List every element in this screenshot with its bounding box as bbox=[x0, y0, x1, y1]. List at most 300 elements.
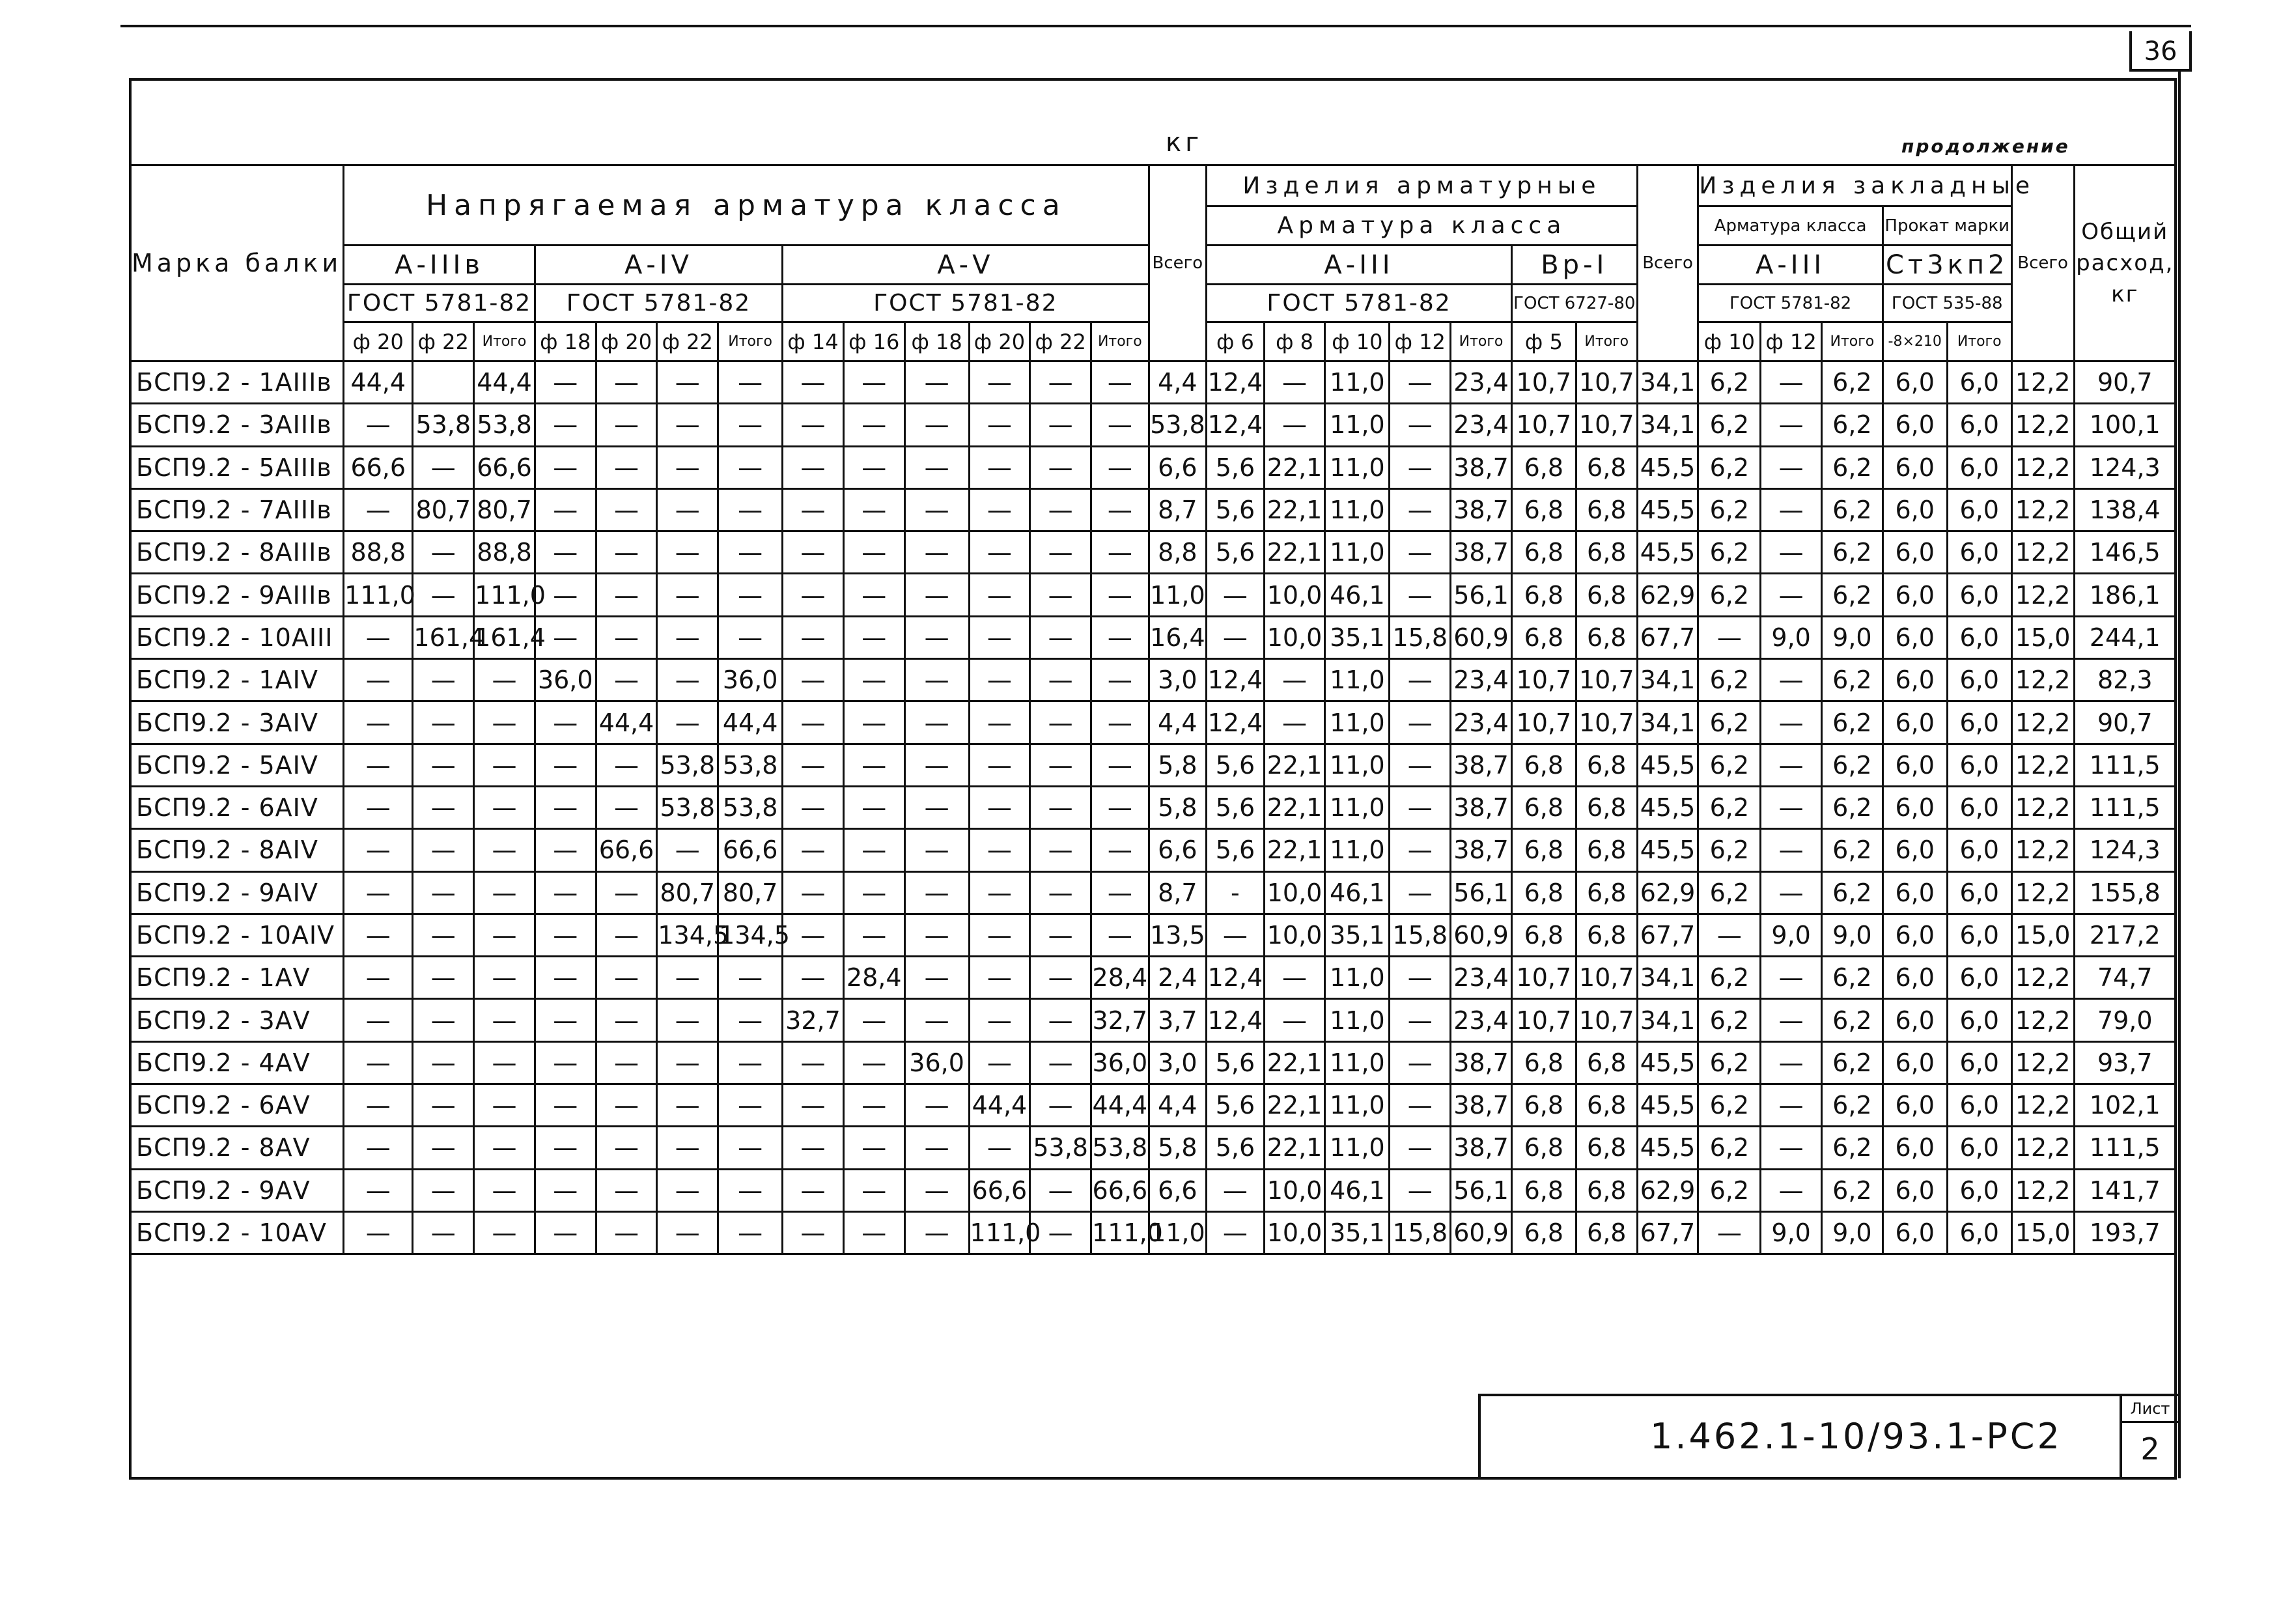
table-cell: — bbox=[596, 871, 657, 914]
table-cell: 6,8 bbox=[1511, 871, 1576, 914]
table-cell: 6,8 bbox=[1576, 1169, 1637, 1211]
table-cell: — bbox=[1761, 744, 1822, 786]
table-cell: 6,8 bbox=[1576, 1211, 1637, 1254]
table-row bbox=[130, 1169, 2176, 1211]
table-cell: — bbox=[843, 659, 904, 701]
table-cell: 9,0 bbox=[1761, 1211, 1822, 1254]
table-cell: — bbox=[969, 701, 1030, 744]
table-cell: 28,4 bbox=[843, 957, 904, 999]
table-cell: 6,0 bbox=[1947, 616, 2011, 658]
page-number: 36 bbox=[2129, 31, 2192, 72]
table-cell: — bbox=[535, 1127, 596, 1169]
table-cell: — bbox=[843, 361, 904, 404]
table-cell: — bbox=[535, 574, 596, 616]
table-cell: 15,0 bbox=[2011, 616, 2074, 658]
table-cell: 12,2 bbox=[2011, 531, 2074, 574]
table-cell: 6,2 bbox=[1698, 1127, 1761, 1169]
table-cell: 6,0 bbox=[1883, 446, 1947, 488]
table-cell: 45,5 bbox=[1637, 1084, 1698, 1127]
header-steel: Ст3кп2 bbox=[1883, 246, 2011, 285]
table-cell: 12,2 bbox=[2011, 999, 2074, 1041]
table-cell: — bbox=[1698, 1211, 1761, 1254]
table-cell: 111,0 bbox=[344, 574, 413, 616]
table-cell: — bbox=[843, 829, 904, 871]
table-cell: — bbox=[1390, 957, 1451, 999]
table-row bbox=[130, 871, 2176, 914]
table-cell: — bbox=[657, 1211, 718, 1254]
table-cell: 6,8 bbox=[1511, 914, 1576, 956]
table-cell: 6,8 bbox=[1511, 829, 1576, 871]
table-cell: — bbox=[783, 786, 844, 828]
table-cell: 6,0 bbox=[1947, 871, 2011, 914]
header-embedded-products: Изделия закладные bbox=[1698, 165, 2011, 206]
table-cell: — bbox=[1030, 1211, 1091, 1254]
header-vsego-1: Всего bbox=[1149, 165, 1207, 361]
table-cell: 244,1 bbox=[2074, 616, 2176, 658]
table-cell: — bbox=[969, 1041, 1030, 1084]
table-cell: 23,4 bbox=[1451, 361, 1512, 404]
table-cell: 6,6 bbox=[1149, 829, 1207, 871]
table-cell: — bbox=[1761, 1041, 1822, 1084]
column-header: Итого bbox=[1947, 322, 2011, 361]
table-cell: — bbox=[596, 1041, 657, 1084]
table-cell: 6,2 bbox=[1822, 488, 1883, 531]
table-cell: — bbox=[413, 1211, 474, 1254]
table-cell: 6,0 bbox=[1883, 914, 1947, 956]
table-cell: 10,7 bbox=[1511, 999, 1576, 1041]
table-cell: 34,1 bbox=[1637, 361, 1698, 404]
table-cell: — bbox=[904, 914, 969, 956]
table-cell: — bbox=[413, 531, 474, 574]
table-cell: — bbox=[969, 829, 1030, 871]
table-cell: — bbox=[783, 1211, 844, 1254]
table-cell: 66,6 bbox=[596, 829, 657, 871]
table-cell: — bbox=[843, 786, 904, 828]
table-cell: 3,7 bbox=[1149, 999, 1207, 1041]
beam-mark: БСП9.2 - 6АV bbox=[130, 1084, 344, 1127]
sheet-box bbox=[2120, 1396, 2178, 1477]
table-cell: 6,8 bbox=[1576, 531, 1637, 574]
table-cell: — bbox=[969, 361, 1030, 404]
table-cell: — bbox=[718, 1127, 783, 1169]
table-cell: — bbox=[474, 1127, 535, 1169]
table-cell: — bbox=[535, 744, 596, 786]
table-cell: — bbox=[843, 1127, 904, 1169]
table-cell: 12,2 bbox=[2011, 446, 2074, 488]
table-cell: — bbox=[1761, 871, 1822, 914]
table-cell: 6,0 bbox=[1947, 914, 2011, 956]
table-cell: 111,5 bbox=[2074, 1127, 2176, 1169]
table-cell: — bbox=[783, 616, 844, 658]
table-cell: 5,6 bbox=[1207, 531, 1265, 574]
table-cell: 10,7 bbox=[1576, 361, 1637, 404]
table-cell: — bbox=[904, 1169, 969, 1211]
table-cell: 22,1 bbox=[1264, 488, 1325, 531]
table-cell: 138,4 bbox=[2074, 488, 2176, 531]
table-cell: — bbox=[535, 446, 596, 488]
table-cell: 22,1 bbox=[1264, 829, 1325, 871]
table-row bbox=[130, 829, 2176, 871]
table-cell: 6,8 bbox=[1511, 1169, 1576, 1211]
table-cell: — bbox=[783, 1084, 844, 1127]
table-cell: 5,6 bbox=[1207, 488, 1265, 531]
table-row bbox=[130, 659, 2176, 701]
table-cell: — bbox=[1390, 446, 1451, 488]
table-cell: 6,2 bbox=[1698, 488, 1761, 531]
table-cell: 6,2 bbox=[1698, 1169, 1761, 1211]
table-cell: 28,4 bbox=[1091, 957, 1149, 999]
table-cell: 6,8 bbox=[1576, 786, 1637, 828]
table-cell: - bbox=[1207, 871, 1265, 914]
table-cell: 10,0 bbox=[1264, 1211, 1325, 1254]
table-cell: 6,8 bbox=[1511, 488, 1576, 531]
table-cell: 6,2 bbox=[1698, 999, 1761, 1041]
table-cell: — bbox=[718, 1169, 783, 1211]
column-header: ф 22 bbox=[1030, 322, 1091, 361]
table-cell: 10,0 bbox=[1264, 616, 1325, 658]
table-cell: — bbox=[1264, 659, 1325, 701]
table-cell: 6,0 bbox=[1883, 871, 1947, 914]
table-cell: 6,0 bbox=[1947, 1084, 2011, 1127]
table-cell: — bbox=[843, 701, 904, 744]
table-cell: 53,8 bbox=[718, 744, 783, 786]
specification-table bbox=[129, 164, 2177, 1255]
table-cell: — bbox=[535, 999, 596, 1041]
header-gost-6727: ГОСТ 6727-80 bbox=[1511, 285, 1637, 322]
table-cell: — bbox=[969, 574, 1030, 616]
table-row bbox=[130, 1084, 2176, 1127]
table-cell: 8,8 bbox=[1149, 531, 1207, 574]
table-cell: 6,0 bbox=[1947, 531, 2011, 574]
table-cell: — bbox=[657, 829, 718, 871]
table-cell: — bbox=[904, 829, 969, 871]
table-row bbox=[130, 574, 2176, 616]
table-cell: 6,2 bbox=[1698, 361, 1761, 404]
table-cell: — bbox=[843, 446, 904, 488]
table-cell: 38,7 bbox=[1451, 786, 1512, 828]
table-cell: — bbox=[1030, 446, 1091, 488]
table-cell: — bbox=[904, 616, 969, 658]
table-cell: 67,7 bbox=[1637, 914, 1698, 956]
table-cell: 45,5 bbox=[1637, 1127, 1698, 1169]
table-cell: — bbox=[1030, 616, 1091, 658]
header-class-a4: А-IV bbox=[535, 246, 782, 285]
header-gost-a: ГОСТ 5781-82 bbox=[344, 285, 535, 322]
table-cell: 161,4 bbox=[474, 616, 535, 658]
table-cell: — bbox=[1761, 786, 1822, 828]
table-cell: — bbox=[596, 1169, 657, 1211]
header-emb-class: Арматура класса bbox=[1698, 206, 1883, 246]
table-cell: — bbox=[1207, 616, 1265, 658]
table-cell: — bbox=[535, 488, 596, 531]
table-cell: 6,8 bbox=[1511, 744, 1576, 786]
table-cell: 6,2 bbox=[1822, 786, 1883, 828]
table-cell: — bbox=[535, 1041, 596, 1084]
table-cell: — bbox=[344, 1041, 413, 1084]
table-cell: 12,2 bbox=[2011, 574, 2074, 616]
table-cell: 11,0 bbox=[1325, 957, 1390, 999]
table-cell: 11,0 bbox=[1149, 574, 1207, 616]
table-cell: — bbox=[783, 446, 844, 488]
table-cell: — bbox=[1030, 574, 1091, 616]
table-cell: — bbox=[1761, 999, 1822, 1041]
table-cell: — bbox=[474, 1041, 535, 1084]
table-cell: 6,0 bbox=[1883, 1211, 1947, 1254]
table-cell: 6,0 bbox=[1883, 829, 1947, 871]
table-cell: 38,7 bbox=[1451, 1041, 1512, 1084]
table-cell: 12,4 bbox=[1207, 957, 1265, 999]
table-cell: 45,5 bbox=[1637, 786, 1698, 828]
table-cell: — bbox=[1761, 1084, 1822, 1127]
table-cell: 16,4 bbox=[1149, 616, 1207, 658]
table-cell: — bbox=[1030, 957, 1091, 999]
table-cell: — bbox=[657, 574, 718, 616]
header-class-bp1: Вр-I bbox=[1511, 246, 1637, 285]
title-block bbox=[1478, 1394, 2178, 1477]
table-cell: 12,4 bbox=[1207, 999, 1265, 1041]
table-cell: 10,0 bbox=[1264, 574, 1325, 616]
table-cell: 88,8 bbox=[474, 531, 535, 574]
table-cell: 45,5 bbox=[1637, 488, 1698, 531]
top-rule bbox=[120, 25, 2191, 27]
unit-label: кг bbox=[1166, 128, 1203, 158]
table-cell: 80,7 bbox=[718, 871, 783, 914]
table-cell: 34,1 bbox=[1637, 701, 1698, 744]
table-cell: 35,1 bbox=[1325, 616, 1390, 658]
table-cell: 44,4 bbox=[344, 361, 413, 404]
table-cell: — bbox=[535, 1211, 596, 1254]
table-cell: 11,0 bbox=[1325, 446, 1390, 488]
table-cell: 6,8 bbox=[1511, 1084, 1576, 1127]
table-cell: — bbox=[1030, 404, 1091, 446]
table-cell: 6,0 bbox=[1883, 531, 1947, 574]
column-header: ф 12 bbox=[1761, 322, 1822, 361]
table-cell: 66,6 bbox=[474, 446, 535, 488]
table-cell: 15,0 bbox=[2011, 1211, 2074, 1254]
table-cell: — bbox=[1390, 1127, 1451, 1169]
table-row bbox=[130, 1041, 2176, 1084]
table-cell: — bbox=[535, 957, 596, 999]
beam-mark: БСП9.2 - 1АIV bbox=[130, 659, 344, 701]
table-cell: 32,7 bbox=[783, 999, 844, 1041]
table-cell: — bbox=[1091, 488, 1149, 531]
table-cell: — bbox=[718, 361, 783, 404]
table-cell: 53,8 bbox=[1149, 404, 1207, 446]
table-cell: — bbox=[474, 1169, 535, 1211]
table-cell: 36,0 bbox=[535, 659, 596, 701]
table-cell: 11,0 bbox=[1325, 829, 1390, 871]
table-cell: — bbox=[474, 914, 535, 956]
header-vsego-3: Всего bbox=[2011, 165, 2074, 361]
table-cell: — bbox=[1698, 914, 1761, 956]
table-cell: — bbox=[474, 701, 535, 744]
beam-mark: БСП9.2 - 9АV bbox=[130, 1169, 344, 1211]
table-row bbox=[130, 701, 2176, 744]
table-cell: 6,0 bbox=[1947, 957, 2011, 999]
table-cell: 6,2 bbox=[1698, 531, 1761, 574]
table-cell: — bbox=[474, 744, 535, 786]
beam-mark: БСП9.2 - 4АV bbox=[130, 1041, 344, 1084]
table-cell: 13,5 bbox=[1149, 914, 1207, 956]
table-cell: 10,7 bbox=[1511, 957, 1576, 999]
table-cell: — bbox=[1390, 871, 1451, 914]
table-cell: — bbox=[344, 744, 413, 786]
table-cell: 6,0 bbox=[1883, 488, 1947, 531]
table-cell: — bbox=[1264, 701, 1325, 744]
table-cell: — bbox=[904, 871, 969, 914]
table-cell: — bbox=[1030, 999, 1091, 1041]
table-cell: — bbox=[535, 531, 596, 574]
table-cell: 66,6 bbox=[344, 446, 413, 488]
table-cell: — bbox=[1030, 488, 1091, 531]
table-row bbox=[130, 1211, 2176, 1254]
table-cell: — bbox=[843, 744, 904, 786]
sheet-label: Лист bbox=[2122, 1396, 2178, 1423]
table-cell: 6,2 bbox=[1698, 786, 1761, 828]
table-cell: 23,4 bbox=[1451, 404, 1512, 446]
table-cell: — bbox=[535, 1169, 596, 1211]
table-cell: 10,0 bbox=[1264, 1169, 1325, 1211]
table-cell: — bbox=[413, 1041, 474, 1084]
table-cell: — bbox=[596, 531, 657, 574]
table-cell: — bbox=[1390, 1084, 1451, 1127]
table-cell: — bbox=[535, 914, 596, 956]
table-cell: — bbox=[1030, 1169, 1091, 1211]
header-rolled-grade: Прокат марки bbox=[1883, 206, 2011, 246]
table-cell: 11,0 bbox=[1325, 404, 1390, 446]
table-cell: 6,0 bbox=[1947, 1169, 2011, 1211]
table-cell: — bbox=[1761, 1169, 1822, 1211]
table-cell: 6,2 bbox=[1822, 1127, 1883, 1169]
table-cell: — bbox=[596, 1127, 657, 1169]
table-cell: — bbox=[1264, 999, 1325, 1041]
table-cell: 44,4 bbox=[1091, 1084, 1149, 1127]
table-cell: 11,0 bbox=[1325, 701, 1390, 744]
header-class-a3v: А-IIIв bbox=[344, 246, 535, 285]
table-cell: — bbox=[596, 786, 657, 828]
table-cell: — bbox=[1761, 531, 1822, 574]
table-cell: — bbox=[718, 957, 783, 999]
table-cell: 62,9 bbox=[1637, 871, 1698, 914]
table-cell: 6,0 bbox=[1947, 1211, 2011, 1254]
table-cell: 10,7 bbox=[1511, 659, 1576, 701]
table-cell: 80,7 bbox=[657, 871, 718, 914]
table-cell: 6,2 bbox=[1822, 999, 1883, 1041]
beam-mark: БСП9.2 - 1АV bbox=[130, 957, 344, 999]
beam-mark: БСП9.2 - 1АIIIв bbox=[130, 361, 344, 404]
table-cell: — bbox=[843, 616, 904, 658]
table-cell: 6,0 bbox=[1947, 829, 2011, 871]
table-cell: 146,5 bbox=[2074, 531, 2176, 574]
table-cell: 111,0 bbox=[969, 1211, 1030, 1254]
column-header: ф 5 bbox=[1511, 322, 1576, 361]
table-row bbox=[130, 999, 2176, 1041]
table-cell: — bbox=[843, 1084, 904, 1127]
table-cell: 6,0 bbox=[1947, 744, 2011, 786]
table-cell: 6,0 bbox=[1883, 786, 1947, 828]
table-cell: — bbox=[718, 1211, 783, 1254]
table-cell: 44,4 bbox=[596, 701, 657, 744]
table-cell: 12,2 bbox=[2011, 404, 2074, 446]
table-cell: — bbox=[1030, 786, 1091, 828]
header-class-a5: А-V bbox=[783, 246, 1149, 285]
table-cell: 6,8 bbox=[1576, 829, 1637, 871]
table-cell: — bbox=[1091, 361, 1149, 404]
table-cell: — bbox=[1091, 914, 1149, 956]
table-cell: — bbox=[1390, 1169, 1451, 1211]
beam-mark: БСП9.2 - 3АIIIв bbox=[130, 404, 344, 446]
table-cell: — bbox=[344, 616, 413, 658]
column-header: ф 10 bbox=[1698, 322, 1761, 361]
table-cell: 5,6 bbox=[1207, 1127, 1265, 1169]
table-cell: 5,8 bbox=[1149, 1127, 1207, 1169]
table-cell: 6,2 bbox=[1698, 829, 1761, 871]
table-cell: — bbox=[657, 957, 718, 999]
table-cell: 56,1 bbox=[1451, 574, 1512, 616]
table-cell: — bbox=[783, 404, 844, 446]
table-cell: — bbox=[596, 1211, 657, 1254]
table-cell: 22,1 bbox=[1264, 1041, 1325, 1084]
table-cell: 6,2 bbox=[1698, 871, 1761, 914]
table-cell: 22,1 bbox=[1264, 786, 1325, 828]
table-cell: 10,7 bbox=[1511, 361, 1576, 404]
table-cell: — bbox=[1091, 616, 1149, 658]
table-cell: — bbox=[344, 786, 413, 828]
table-cell: — bbox=[843, 488, 904, 531]
table-cell: — bbox=[969, 786, 1030, 828]
table-cell: 6,0 bbox=[1947, 1041, 2011, 1084]
table-cell: — bbox=[413, 744, 474, 786]
table-cell: — bbox=[596, 404, 657, 446]
table-cell: 141,7 bbox=[2074, 1169, 2176, 1211]
table-cell: — bbox=[843, 531, 904, 574]
table-cell: 6,0 bbox=[1883, 404, 1947, 446]
table-cell: — bbox=[1390, 999, 1451, 1041]
table-cell: 6,2 bbox=[1698, 957, 1761, 999]
table-cell: 6,0 bbox=[1947, 574, 2011, 616]
table-cell: 4,4 bbox=[1149, 701, 1207, 744]
table-cell: 11,0 bbox=[1325, 1084, 1390, 1127]
table-cell: 6,2 bbox=[1698, 659, 1761, 701]
table-cell: 6,8 bbox=[1576, 488, 1637, 531]
table-cell: — bbox=[1390, 574, 1451, 616]
table-cell: — bbox=[1390, 829, 1451, 871]
table-cell: 6,8 bbox=[1576, 871, 1637, 914]
table-cell: 5,8 bbox=[1149, 744, 1207, 786]
table-cell: 5,6 bbox=[1207, 744, 1265, 786]
table-cell: 6,0 bbox=[1947, 701, 2011, 744]
table-cell: — bbox=[1761, 574, 1822, 616]
table-cell: 6,2 bbox=[1698, 1041, 1761, 1084]
table-cell: 6,0 bbox=[1883, 1084, 1947, 1127]
column-header: ф 12 bbox=[1390, 322, 1451, 361]
table-cell: 6,0 bbox=[1947, 361, 2011, 404]
table-cell: 6,2 bbox=[1822, 1041, 1883, 1084]
table-cell: 53,8 bbox=[413, 404, 474, 446]
table-cell: 22,1 bbox=[1264, 446, 1325, 488]
table-cell: 46,1 bbox=[1325, 871, 1390, 914]
table-cell: — bbox=[969, 744, 1030, 786]
table-cell: 45,5 bbox=[1637, 1041, 1698, 1084]
table-cell: 46,1 bbox=[1325, 1169, 1390, 1211]
table-cell: 4,4 bbox=[1149, 1084, 1207, 1127]
table-cell: — bbox=[783, 1127, 844, 1169]
table-cell: — bbox=[718, 531, 783, 574]
table-row bbox=[130, 488, 2176, 531]
table-cell: 12,2 bbox=[2011, 1041, 2074, 1084]
table-cell: 38,7 bbox=[1451, 1127, 1512, 1169]
table-cell: 22,1 bbox=[1264, 1127, 1325, 1169]
